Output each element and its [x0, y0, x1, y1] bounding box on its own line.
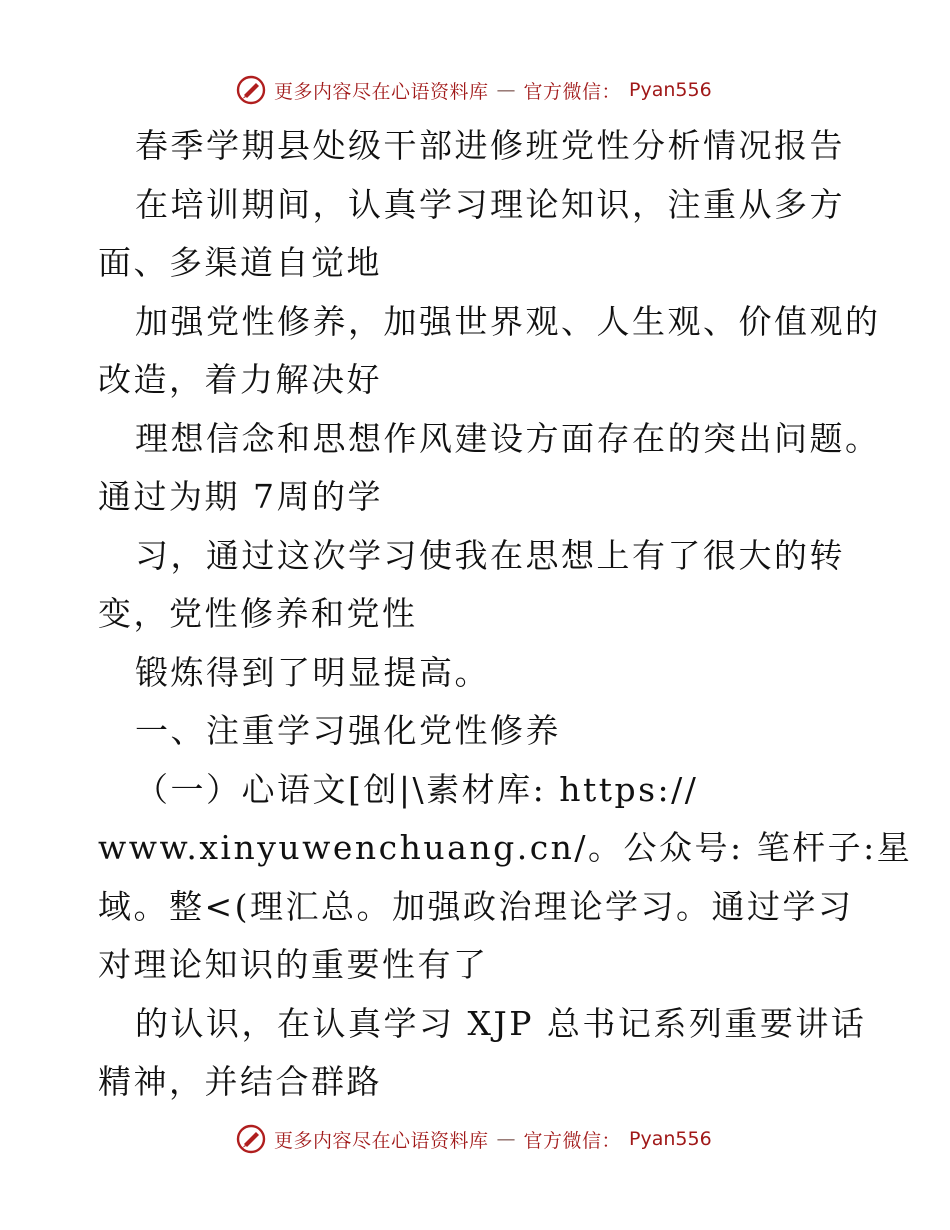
logo-icon — [236, 1124, 266, 1154]
watermark-wechat-id: Pyan556 — [629, 79, 712, 101]
document-body — [98, 117, 913, 1112]
watermark-wechat-id: Pyan556 — [629, 1128, 712, 1150]
body-line: 的认识，在认真学习 XJP 总书记系列重要讲话 — [135, 1003, 867, 1043]
body-line: 改造，着力解决好 — [98, 360, 382, 399]
body-line: 锻炼得到了明显提高。 — [135, 652, 490, 692]
body-line: 习，通过这次学习使我在思想上有了很大的转 — [135, 535, 845, 575]
body-line: 精神，并结合群路 — [98, 1062, 382, 1101]
body-line: 面、多渠道自觉地 — [98, 243, 382, 282]
watermark-text: 更多内容尽在心语资料库 — [274, 80, 489, 103]
logo-icon — [236, 75, 266, 105]
body-line: 加强党性修养，加强世界观、人生观、价值观的 — [135, 301, 881, 341]
body-line: 通过为期 7周的学 — [98, 477, 383, 516]
body-line: www.xinyuwenchuang.cn/。公众号: 笔杆子:星 — [98, 828, 913, 867]
watermark-dash: — — [496, 1128, 516, 1150]
body-line: 在培训期间，认真学习理论知识，注重从多方 — [135, 184, 845, 224]
body-line: （一）心语文[创|\素材库: https:// — [135, 769, 699, 809]
document-title: 春季学期县处级干部进修班党性分析情况报告 — [135, 126, 845, 165]
body-line: 对理论知识的重要性有了 — [98, 945, 489, 984]
header-watermark — [236, 73, 712, 107]
watermark-text: 更多内容尽在心语资料库 — [274, 1129, 489, 1152]
body-line: 域。整<(理汇总。加强政治理论学习。通过学习 — [98, 886, 854, 926]
body-line: 变，党性修养和党性 — [98, 594, 418, 633]
watermark-label: 官方微信： — [523, 80, 622, 103]
body-line: 理想信念和思想作风建设方面存在的突出问题。 — [135, 418, 881, 458]
watermark-label: 官方微信： — [523, 1129, 622, 1152]
watermark-dash: — — [496, 79, 516, 101]
footer-watermark — [236, 1122, 712, 1156]
section-heading: 一、注重学习强化党性修养 — [135, 711, 561, 750]
